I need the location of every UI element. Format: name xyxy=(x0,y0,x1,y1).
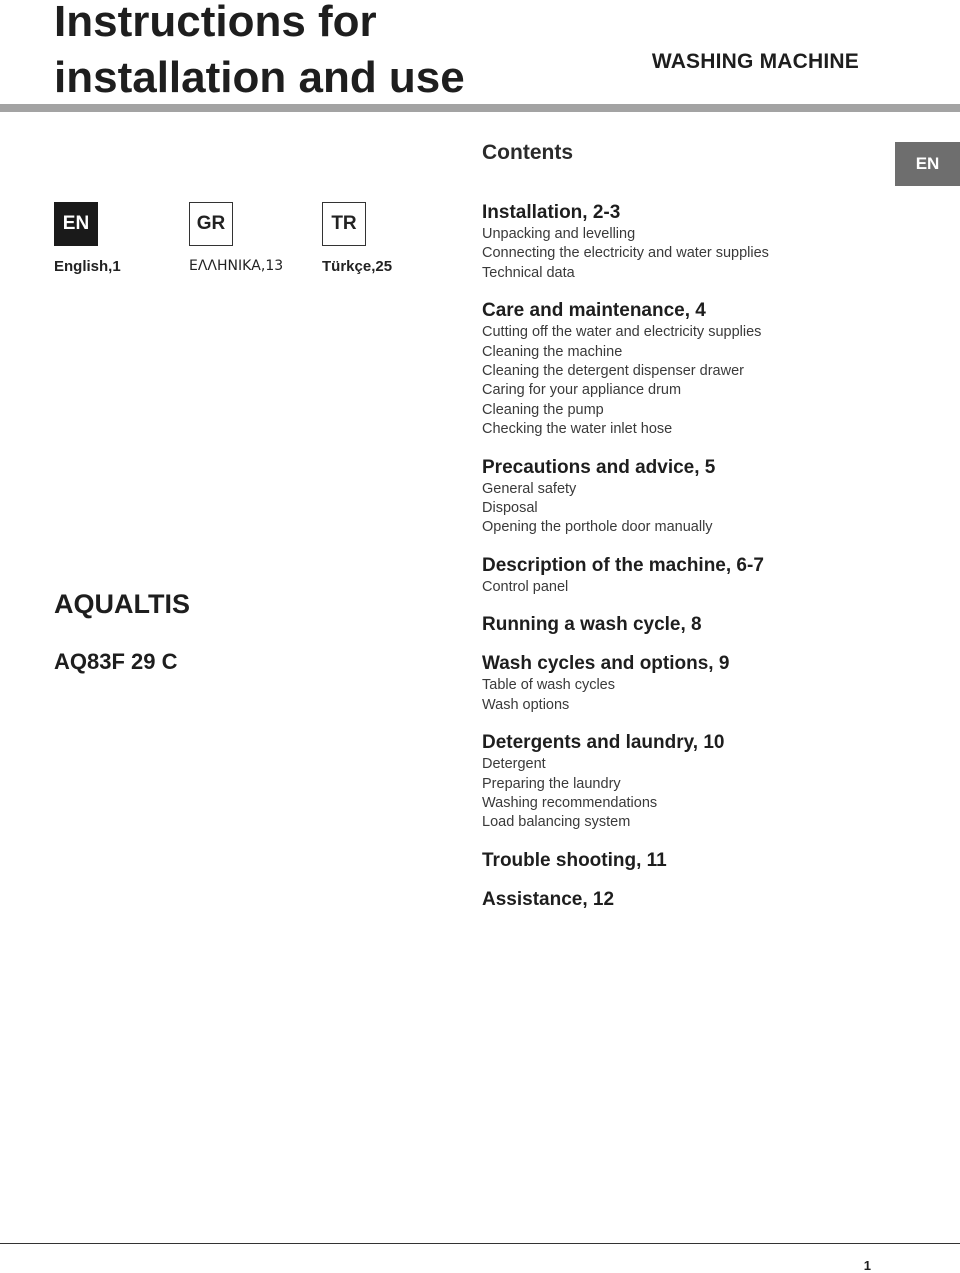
toc-item: Caring for your appliance drum xyxy=(482,382,682,399)
toc-item: Table of wash cycles xyxy=(482,677,615,694)
toc-item: Connecting the electricity and water supplies xyxy=(482,245,769,262)
toc-item: General safety xyxy=(482,480,577,497)
language-label: Türkçe,25 xyxy=(322,258,393,275)
toc-item: Preparing the laundry xyxy=(482,775,621,792)
toc-section xyxy=(482,850,882,872)
toc-item: Opening the porthole door manually xyxy=(482,519,713,536)
toc-item: Washing recommendations xyxy=(482,794,658,811)
toc-section xyxy=(482,614,882,636)
toc-item: Wash options xyxy=(482,696,570,713)
language-turkish xyxy=(322,202,442,275)
document-title xyxy=(54,0,465,106)
toc-section xyxy=(482,889,882,911)
toc-item: Technical data xyxy=(482,264,575,281)
toc-section-title: Running a wash cycle, 8 xyxy=(482,614,702,636)
toc-section xyxy=(482,555,882,597)
language-code-box: GR xyxy=(189,202,233,246)
language-label: English,1 xyxy=(54,258,121,275)
toc-section xyxy=(482,653,882,715)
toc-item: Detergent xyxy=(482,756,546,773)
title-line-1: Instructions for xyxy=(54,0,377,46)
toc-section-title: Wash cycles and options, 9 xyxy=(482,653,730,675)
toc-item: Disposal xyxy=(482,500,538,517)
toc-section-title: Precautions and advice, 5 xyxy=(482,456,716,478)
toc-section-title: Description of the machine, 6-7 xyxy=(482,554,764,576)
language-greek xyxy=(189,202,309,274)
toc-section xyxy=(482,457,882,538)
language-label: ΕΛΛΗΝΙΚΑ,13 xyxy=(189,258,284,274)
toc-section-title: Detergents and laundry, 10 xyxy=(482,732,725,754)
toc-item: Cleaning the machine xyxy=(482,343,623,360)
toc-item: Checking the water inlet hose xyxy=(482,421,673,438)
toc-item: Control panel xyxy=(482,578,569,595)
toc-section-title: Assistance, 12 xyxy=(482,888,615,910)
toc-item: Cutting off the water and electricity supplies xyxy=(482,324,762,341)
toc-section xyxy=(482,202,882,283)
footer-divider xyxy=(0,1243,960,1244)
toc-section-title: Care and maintenance, 4 xyxy=(482,300,706,322)
header-divider xyxy=(0,104,960,112)
toc-section xyxy=(482,300,882,439)
product-category: WASHING MACHINE xyxy=(651,50,859,73)
toc-section-title: Installation, 2-3 xyxy=(482,202,621,223)
title-line-2: installation and use xyxy=(54,53,465,102)
model-number: AQ83F 29 C xyxy=(54,649,178,674)
toc-item: Cleaning the detergent dispenser drawer xyxy=(482,363,744,380)
table-of-contents xyxy=(482,202,882,928)
toc-item: Load balancing system xyxy=(482,814,631,831)
language-code-box: TR xyxy=(322,202,366,246)
brand-name: AQUALTIS xyxy=(54,589,190,619)
language-code-box: EN xyxy=(54,202,98,246)
contents-heading: Contents xyxy=(482,141,573,164)
toc-item: Cleaning the pump xyxy=(482,401,604,418)
toc-item: Unpacking and levelling xyxy=(482,226,636,242)
language-english xyxy=(54,202,174,275)
toc-section xyxy=(482,732,882,833)
language-tab: EN xyxy=(895,142,960,186)
page-number: 1 xyxy=(863,1258,871,1273)
toc-section-title: Trouble shooting, 11 xyxy=(482,849,667,871)
